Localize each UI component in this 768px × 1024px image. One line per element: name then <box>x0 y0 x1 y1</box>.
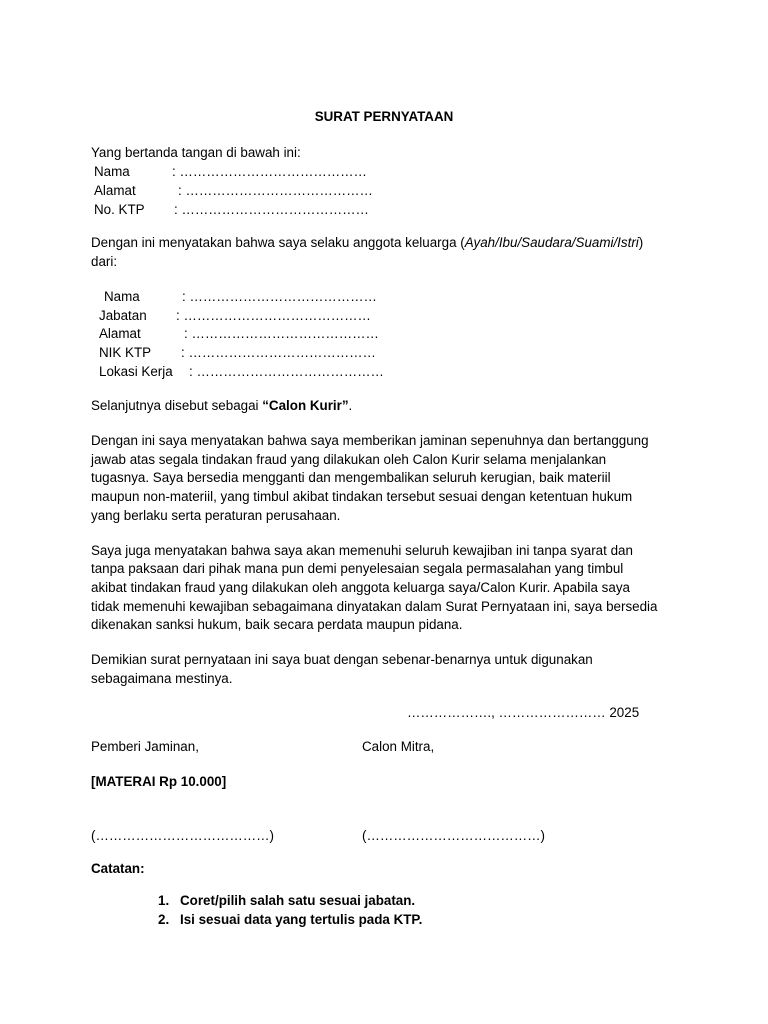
stamp-duty-note: [MATERAI Rp 10.000] <box>91 774 227 789</box>
note-number: 2. <box>158 912 170 927</box>
paragraph2-line: akibat tindakan fraud yang dilakukan oleh anggota keluarga saya/Calon Kurir. Apabila saya <box>91 580 630 595</box>
signer-ktp-label: No. KTP <box>94 202 145 217</box>
notes-list <box>158 891 422 929</box>
courier-nik-value: : …………………………………… <box>181 345 376 360</box>
signer-address-value: : …………………………………… <box>178 183 373 198</box>
place-date: ………………., …………………… 2025 <box>407 705 640 720</box>
referred-as-suffix: . <box>348 398 353 413</box>
paragraph1-line: yang berlaku serta peraturan perusahaan. <box>91 508 341 523</box>
paragraph1-line: Dengan ini saya menyatakan bahwa saya memberikan jaminan sepenuhnya dan bertanggung <box>91 433 649 448</box>
courier-location-value: : …………………………………… <box>189 364 384 379</box>
courier-address-label: Alamat <box>99 326 141 341</box>
paragraph2-line: tidak memenuhi kewajiban sebagaimana dinyatakan dalam Surat Pernyataan ini, saya bersedia <box>91 599 658 614</box>
signer-address-label: Alamat <box>94 183 136 198</box>
relation-text-after: ) <box>638 235 644 250</box>
signer-ktp-value: : …………………………………… <box>174 202 369 217</box>
paragraph1-line: tugasnya. Saya bersedia mengganti dan mengembalikan seluruh kerugian, baik materiil <box>91 470 611 485</box>
signer-name-value: : …………………………………… <box>172 164 367 179</box>
closing-line: sebagaimana mestinya. <box>91 671 233 686</box>
courier-location-label: Lokasi Kerja <box>99 364 173 379</box>
note-item <box>158 891 422 910</box>
paragraph2-line: Saya juga menyatakan bahwa saya akan memenuhi seluruh kewajiban ini tanpa syarat dan <box>91 543 633 558</box>
courier-position-value: : …………………………………… <box>176 308 371 323</box>
document-title: SURAT PERNYATAAN <box>314 109 454 124</box>
guarantor-name-line: (…………………………………) <box>91 828 274 843</box>
paragraph2-line: tanpa paksaan dari pihak mana pun demi penyelesaian segala permasalahan yang timbul <box>91 561 624 576</box>
referred-as-line <box>91 396 352 415</box>
paragraph1-line: jawab atas segala tindakan fraud yang dilakukan oleh Calon Kurir selama menjalankan <box>91 452 607 467</box>
note-text: Isi sesuai data yang tertulis pada KTP. <box>180 912 423 927</box>
courier-name-value: : …………………………………… <box>182 289 377 304</box>
guarantor-label: Pemberi Jaminan, <box>91 739 199 754</box>
notes-heading: Catatan: <box>91 861 145 876</box>
courier-name-label: Nama <box>104 289 140 304</box>
courier-address-value: : …………………………………… <box>184 326 379 341</box>
relation-options: Ayah/Ibu/Saudara/Suami/Istri <box>464 235 639 250</box>
courier-position-label: Jabatan <box>99 308 147 323</box>
candidate-name-line: (…………………………………) <box>362 828 545 843</box>
candidate-label: Calon Mitra, <box>362 739 435 754</box>
courier-nik-label: NIK KTP <box>99 345 152 360</box>
relation-text-before: Dengan ini menyatakan bahwa saya selaku anggota keluarga ( <box>91 235 465 250</box>
closing-line: Demikian surat pernyataan ini saya buat dengan sebenar-benarnya untuk digunakan <box>91 652 593 667</box>
relation-statement <box>91 233 643 252</box>
referred-as-prefix: Selanjutnya disebut sebagai <box>91 398 263 413</box>
signer-name-label: Nama <box>94 164 130 179</box>
referred-as-term: “Calon Kurir” <box>262 398 349 413</box>
paragraph1-line: maupun non-materiil, yang timbul akibat tindakan tersebut sesuai dengan ketentuan hukum <box>91 489 633 504</box>
note-item <box>158 910 422 929</box>
intro-text: Yang bertanda tangan di bawah ini: <box>91 145 301 160</box>
paragraph2-line: dikenakan sanksi hukum, baik secara perdata maupun pidana. <box>91 617 463 632</box>
relation-line2: dari: <box>91 254 118 269</box>
note-text: Coret/pilih salah satu sesuai jabatan. <box>180 893 416 908</box>
note-number: 1. <box>158 893 170 908</box>
